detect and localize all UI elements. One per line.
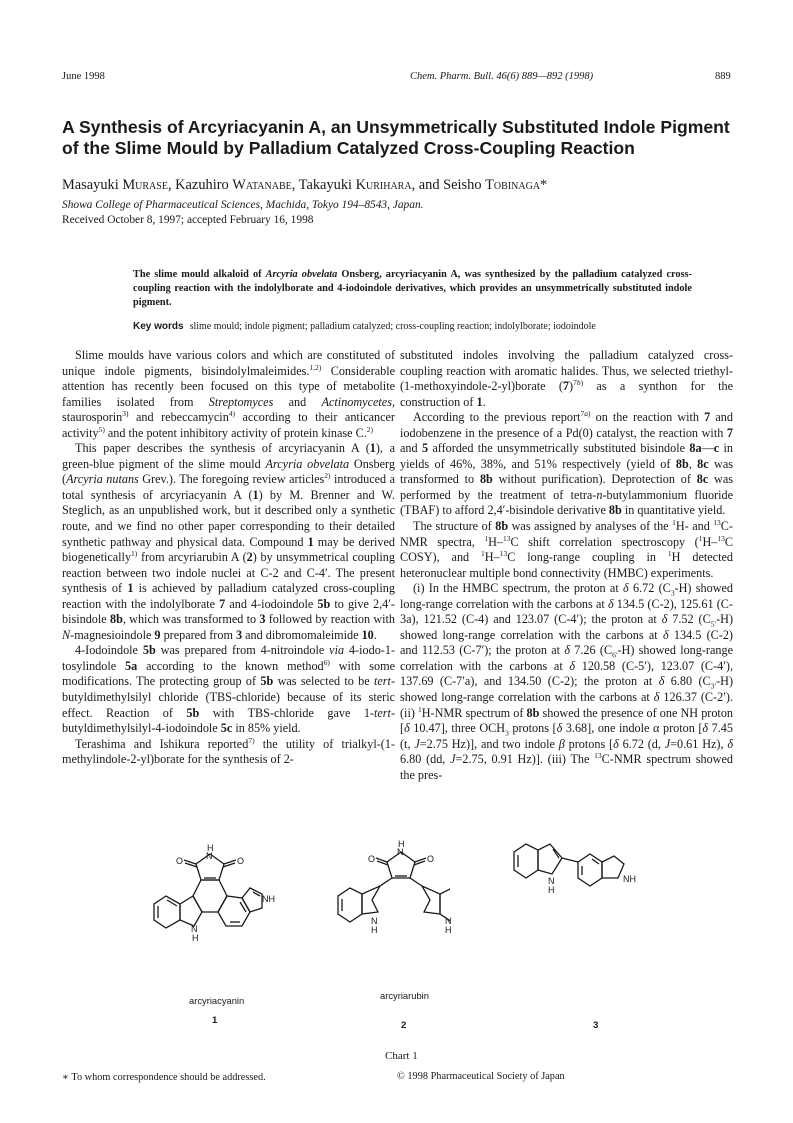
paragraph: Slime moulds have various colors and which are constituted of unique indole pigments, bisindolylmaleimides.$^{1,2)}$ Considerable attention has recently been focused on this type of metabolite families isolated from Streptomyces and Actinomycetes, staurosporin$^{3)}$ and rebeccamycin$^{4)}$ according to their anticancer activity$^{5)}$ and the potent inhibitory activity of protein kinase C.$^{2)}$ <box>62 348 395 440</box>
atom-label: N <box>206 851 213 861</box>
paragraph: Terashima and Ishikura reported$^{7)}$ the utility of trialkyl-(1-methylindole-2-yl)borate for the synthesis of 2- <box>62 735 395 767</box>
received-dates: Received October 8, 1997; accepted February 16, 1998 <box>62 214 314 226</box>
atom-label: N <box>548 876 555 886</box>
compound-name: arcyriarubin <box>380 990 429 1001</box>
structure-bisindole <box>514 844 624 886</box>
paragraph: The structure of 8b was assigned by analyses of the $^1$H- and $^{13}$C-NMR spectra, $^1$H–$^{13}$C shift correlation spectroscopy ($^1$H–$^{13}$C COSY), and $^1$H–$^{13}$C long-range coupling in $^1$H detected heteronuclear multiple bond connectivity (HMBC) experiments. <box>400 517 733 580</box>
atom-label: O <box>176 856 184 866</box>
atom-label: O <box>237 856 245 866</box>
chart-structures-right <box>330 822 730 972</box>
article-title: A Synthesis of Arcyriacyanin A, an Unsymmetrically Substituted Indole Pigment of the Slime Mould by Palladium Catalyzed Cross-Coupling Reaction <box>62 117 730 158</box>
paragraph: 4-Iodoindole 5b was prepared from 4-nitroindole via 4-iodo-1-tosylindole 5a according to the known method$^{6)}$ with some modifications. The protecting group of 5b was selected to be tert-butyldimethylsilyl chloride (TBS-chloride) because of its steric effect. Reaction of 5b with TBS-chloride gave 1-tert-butyldimethylsilyl-4-iodoindole 5c in 85% yield. <box>62 643 396 736</box>
atom-label: O <box>368 854 376 864</box>
chart-caption: Chart 1 <box>385 1050 418 1062</box>
paragraph: (i) In the HMBC spectrum, the proton at δ 6.72 $(C_3-H)$ showed long-range correlation with the carbons at δ 134.5 (C-2), 125.61 (C-3a), 121.52 (C-4) and 123.07 (C-4′); the proton at δ 7.52 $(C_{5'}-H)$ showed long-range correlation with the carbons at δ 134.5 (C-2) and 112.53 (C-7′); the proton at δ 7.26 $(C_{6'}-H)$ showed long-range correlation with the carbons at δ 120.58 (C-5′), 123.07 (C-4′), 137.69 (C-7′a), and 134.50 (C-2); the proton at δ 6.80 $(C_{3'}-H)$ showed long-range correlation with the carbons at δ 126.37 (C-2′). (ii) $^1$H-NMR spectrum of 8b showed the presence of one NH proton [δ 10.47], three $OCH_3$ protons [δ 3.68], one indole α proton [δ 7.45 (t, J=2.75 Hz)], and two indole β protons [δ 6.72 (d, J=0.61 Hz), δ 6.80 (dd, J=2.75, 0.91 Hz)]. (iii) The $^{13}$C-NMR spectrum showed the pres- <box>400 581 734 782</box>
running-header-date: June 1998 <box>62 71 105 82</box>
atom-label: H <box>371 925 378 935</box>
abstract: The slime mould alkaloid of Arcyria obvelata Onsberg, arcyriacyanin A, was synthesized by the palladium catalyzed cross-coupling reaction with the indolylborate and 4-iodoindole derivatives, which provides an unsymmetrically substituted indole pigment. <box>133 269 692 308</box>
correspondence-footnote: ∗ To whom correspondence should be addressed. <box>62 1072 266 1083</box>
body-column-right <box>400 348 733 783</box>
paragraph: This paper describes the synthesis of arcyriacyanin A (1), a green-blue pigment of the slime mould Arcyria obvelata Onsberg (Arcyria nutans Grev.). The foregoing review articles$^{2)}$ introduced a total synthesis of arcyriacyanin A (1) by M. Brenner and W. Steglich, as an unpublished work, but it described only a synthetic route, and we find no other paper corresponding to their detailed synthetic pathway and physical data. Compound 1 may be derived biogenetically$^{1)}$ from arcyriarubin A (2) by unsymmetrical coupling reaction between two indole nuclei at C-2 and C-4′. The present synthesis of 1 is achieved by palladium catalyzed cross-coupling reaction with the indolylborate 7 and 4-iodoindole 5b to give 2,4′-bisindole 8b, which was transformed to 3 followed by reaction with N-magnesioindole 9 prepared from 3 and dibromomaleimide 10. <box>62 441 395 642</box>
compound-name: arcyriacyanin <box>189 995 245 1006</box>
atom-label: N <box>397 847 404 857</box>
page-number: 889 <box>715 71 731 82</box>
atom-label: N <box>371 916 378 926</box>
paragraph: substituted indoles involving the palladium catalyzed cross-coupling reaction with aromatic halides. Thus, we selected triethyl-(1-methoxyindole-2-yl)borate $(7)^{7b)}$ as a synthon for the construction of 1. <box>400 348 733 409</box>
atom-label: NH <box>262 894 275 904</box>
compound-number: 3 <box>593 1020 599 1031</box>
structure-arcyriacyanin <box>154 854 262 928</box>
atom-label: N <box>191 924 198 934</box>
atom-label: NH <box>623 874 636 884</box>
paragraph: According to the previous report$^{7a)}$ on the reaction with 7 and iodobenzene in the presence of a Pd(0) catalyst, the reaction with 7 and 5 afforded the unsymmetrically substituted bisindole 8a—c in yields of 46%, 38%, and 51% respectively (yield of 8b, 8c was transformed to 8b without purification). Deprotection of 8c was performed by the treatment of tetra-n-butylammonium fluoride (TBAF) to afford 2,4′-bisindole derivative 8b in quantitative yield. <box>400 409 734 518</box>
atom-label: H <box>192 933 199 943</box>
author-list: Masayuki Murase, Kazuhiro Watanabe, Takayuki Kurihara, and Seisho Tobinaga* <box>62 177 548 193</box>
atom-label: N <box>445 916 452 926</box>
key-words: Key words slime mould; indole pigment; palladium catalyzed; cross-coupling reaction; indolylborate; iodoindole <box>133 321 596 332</box>
affiliation: Showa College of Pharmaceutical Sciences, Machida, Tokyo 194–8543, Japan. <box>62 199 424 211</box>
atom-label: O <box>427 854 435 864</box>
body-column-left <box>62 348 395 768</box>
atom-label: H <box>548 885 555 895</box>
copyright-notice: © 1998 Pharmaceutical Society of Japan <box>397 1071 565 1082</box>
compound-number: 1 <box>212 1015 218 1026</box>
atom-label: H <box>445 925 452 935</box>
atom-label: H <box>207 843 214 853</box>
running-header-journal: Chem. Pharm. Bull. 46(6) 889—892 (1998) <box>410 71 594 82</box>
compound-number: 2 <box>401 1020 407 1031</box>
atom-label: H <box>398 839 405 849</box>
